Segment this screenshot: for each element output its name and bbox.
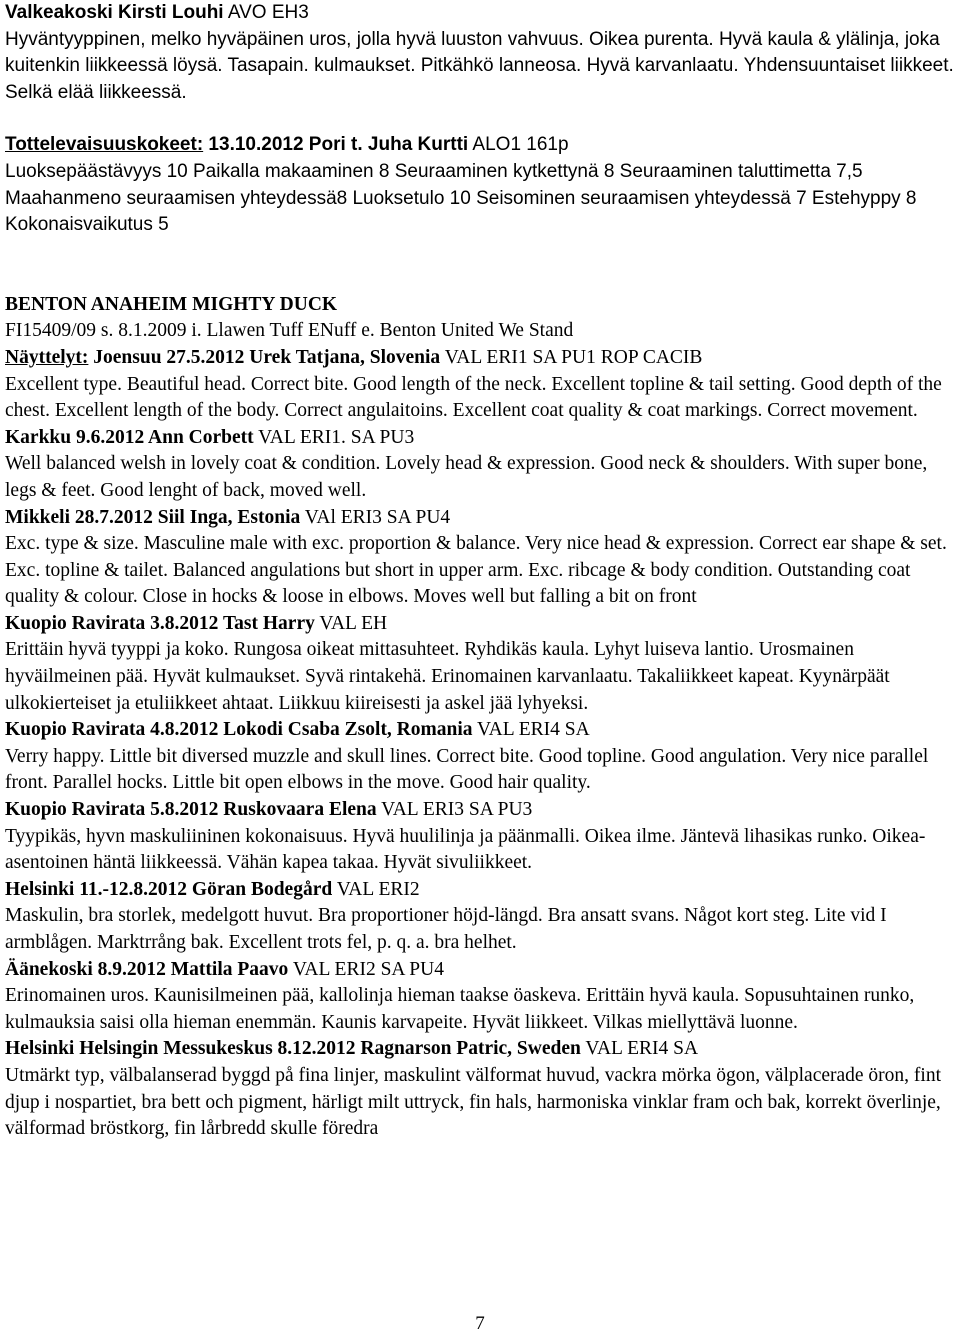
entry-heading [5, 425, 955, 452]
obedience-details: Luoksepäästävyys 10 Paikalla makaaminen 8 Seuraaminen kytkettynä 8 Seuraaminen taluttimetta 7,5 Maahanmeno seuraamisen yhteydessä8 Luoksetulo 10 Seisominen seuraamisen yhteydessä 7 Estehyppy 8 Kokonaisvaikutus 5 [5, 160, 917, 236]
dog-name [5, 292, 955, 319]
show-heading [5, 0, 955, 27]
spacer [5, 239, 955, 292]
page-number: 7 [475, 1313, 485, 1334]
section-benton [5, 292, 955, 1143]
entry-critique: Erinomainen uros. Kaunisilmeinen pää, kallolinja hieman taakse öaskeva. Erittäin hyvä kaula. Sopusuhtainen runko, kulmauksia saisi olla hieman enemmän. Kaunis karvapeite. Hyvät liikkeet. Vilkas miellyttävä luonne. [5, 985, 915, 1033]
entry-heading [5, 1036, 955, 1063]
entry-heading [5, 717, 955, 744]
entry-heading [5, 877, 955, 904]
obedience-label: Tottelevaisuuskokeet: [5, 134, 204, 156]
show-entry [5, 957, 955, 1037]
show-entry [5, 717, 955, 797]
entry-place: Helsinki 11.-12.8.2012 Göran Bodegård [5, 878, 333, 900]
entry-critique: Well balanced welsh in lovely coat & condition. Lovely head & expression. Good neck & shoulders. With super bone, legs & feet. Good lenght of back, moved well. [5, 453, 928, 501]
entry-heading [5, 505, 955, 532]
entry-place: Karkku 9.6.2012 Ann Corbett [5, 426, 254, 448]
entry-result: VAL ERI1. SA PU3 [253, 426, 415, 448]
entry-heading [5, 345, 955, 372]
show-entry [5, 345, 955, 425]
entry-critique: Exc. type & size. Masculine male with exc. proportion & balance. Very nice head & expression. Correct ear shape & set. Exc. topline & tailet. Balanced angulations but short in upper arm. Exc. ribcage & body condition. Outstanding coat quality & colour. Close in hocks & loose in elbows. Moves well but falling a bit on front [5, 533, 947, 608]
obedience-heading [5, 132, 955, 159]
entry-critique: Verry happy. Little bit diversed muzzle and skull lines. Correct bite. Good topline. Good angulation. Very nice parallel front. Parallel hocks. Little bit open elbows in the move. Good hair quality. [5, 745, 929, 794]
entry-result: VAL EH [314, 612, 388, 634]
entry-critique: Maskulin, bra storlek, medelgott huvut. Bra proportioner höjd-längd. Bra ansatt svans. Något kort steg. Lite vid I armblågen. Marktrrång bak. Excellent trots fel, p. q. a. bra helhet. [5, 905, 887, 953]
document-page [5, 0, 955, 1143]
entry-place: Mikkeli 28.7.2012 Siil Inga, Estonia [5, 506, 301, 528]
entry-place: Kuopio Ravirata 5.8.2012 Ruskovaara Elena [5, 799, 377, 821]
critique-text: Hyväntyyppinen, melko hyväpäinen uros, jolla hyvä luuston vahvuus. Oikea purenta. Hyvä kaula & ylälinja, joka kuitenkin liikkeessä löysä. Tasapain. kulmaukset. Pitkähkö lanneosa. Hyvä karvanlaatu. Yhdensuuntaiset liikkeet. Selkä elää liikkeessä. [5, 28, 954, 103]
entry-place: Helsinki Helsingin Messukeskus 8.12.2012 Ragnarson Patric, Sweden [5, 1038, 581, 1060]
entry-critique: Excellent type. Beautiful head. Correct bite. Good length of the neck. Excellent topline & tail setting. Good depth of the chest. Excellent length of the body. Correct angulaitoins. Excellent coat quality & coat markings. Correct movement. [5, 373, 942, 422]
show-entry [5, 877, 955, 957]
entry-result: VAL ERI2 SA PU4 [288, 958, 444, 980]
dog-name-text: BENTON ANAHEIM MIGHTY DUCK [5, 293, 338, 315]
entry-result: VAL ERI2 [332, 878, 420, 900]
obedience-result: ALO1 161p [468, 134, 569, 156]
show-entry [5, 425, 955, 505]
entry-heading [5, 957, 955, 984]
spacer [5, 106, 955, 132]
show-entry [5, 797, 955, 877]
entry-result: VAl ERI3 SA PU4 [300, 506, 451, 528]
entry-critique: Erittäin hyvä tyyppi ja koko. Rungosa oikeat mittasuhteet. Ryhdikäs kaula. Lyhyt luiseva lantio. Urosmainen hyväilmeinen pää. Hyvät kulmaukset. Syvä rintakehä. Erinomainen karvanlaatu. Takaliikkeet kapeat. Kyynärpäät ulkokierteiset ja etuliikkeet ahtaat. Liikkuu kiireisesti ja askel jää lyhyeksi. [5, 639, 890, 714]
show-entry [5, 1036, 955, 1142]
entry-result: VAL ERI4 SA [580, 1038, 699, 1060]
entry-result: VAL ERI3 SA PU3 [376, 799, 533, 821]
obedience-event: 13.10.2012 Pori t. Juha Kurtti [203, 134, 469, 156]
section-kirsti-louhi [5, 0, 955, 239]
show-grade: AVO EH3 [223, 2, 309, 23]
entry-result: VAL ERI1 SA PU1 ROP CACIB [440, 346, 703, 368]
entry-place: Joensuu 27.5.2012 Urek Tatjana, Slovenia [88, 346, 441, 368]
shows-label: Näyttelyt: [5, 346, 89, 368]
entry-place: Kuopio Ravirata 3.8.2012 Tast Harry [5, 612, 315, 634]
entry-critique: Tyypikäs, hyvn maskuliininen kokonaisuus. Hyvä huulilinja ja päänmalli. Oikea ilme. Jäntevä lihasikas runko. Oikea-asentoinen häntä liikkeessä. Vähän kapea takaa. Hyvät sivuliikkeet. [5, 825, 926, 874]
show-entry [5, 505, 955, 611]
show-title: Valkeakoski Kirsti Louhi [5, 2, 224, 23]
entry-result: VAL ERI4 SA [472, 719, 590, 741]
entry-critique: Utmärkt typ, välbalanserad byggd på fina linjer, maskulint välformat huvud, vackra mörka ögon, välplacerade öron, fint djup i nospartiet, bra bett och pigment, härligt milt uttryck, fin hals, harmoniska vinklar fram och bak, korrekt överlinje, välformad bröstkorg, fin lårbredd skulle föredra [5, 1064, 942, 1140]
entry-heading [5, 797, 955, 824]
entry-heading [5, 611, 955, 638]
dog-registration: FI15409/09 s. 8.1.2009 i. Llawen Tuff ENuff e. Benton United We Stand [5, 320, 574, 342]
entry-place: Äänekoski 8.9.2012 Mattila Paavo [5, 958, 289, 980]
entry-place: Kuopio Ravirata 4.8.2012 Lokodi Csaba Zsolt, Romania [5, 719, 473, 741]
show-entry [5, 611, 955, 717]
